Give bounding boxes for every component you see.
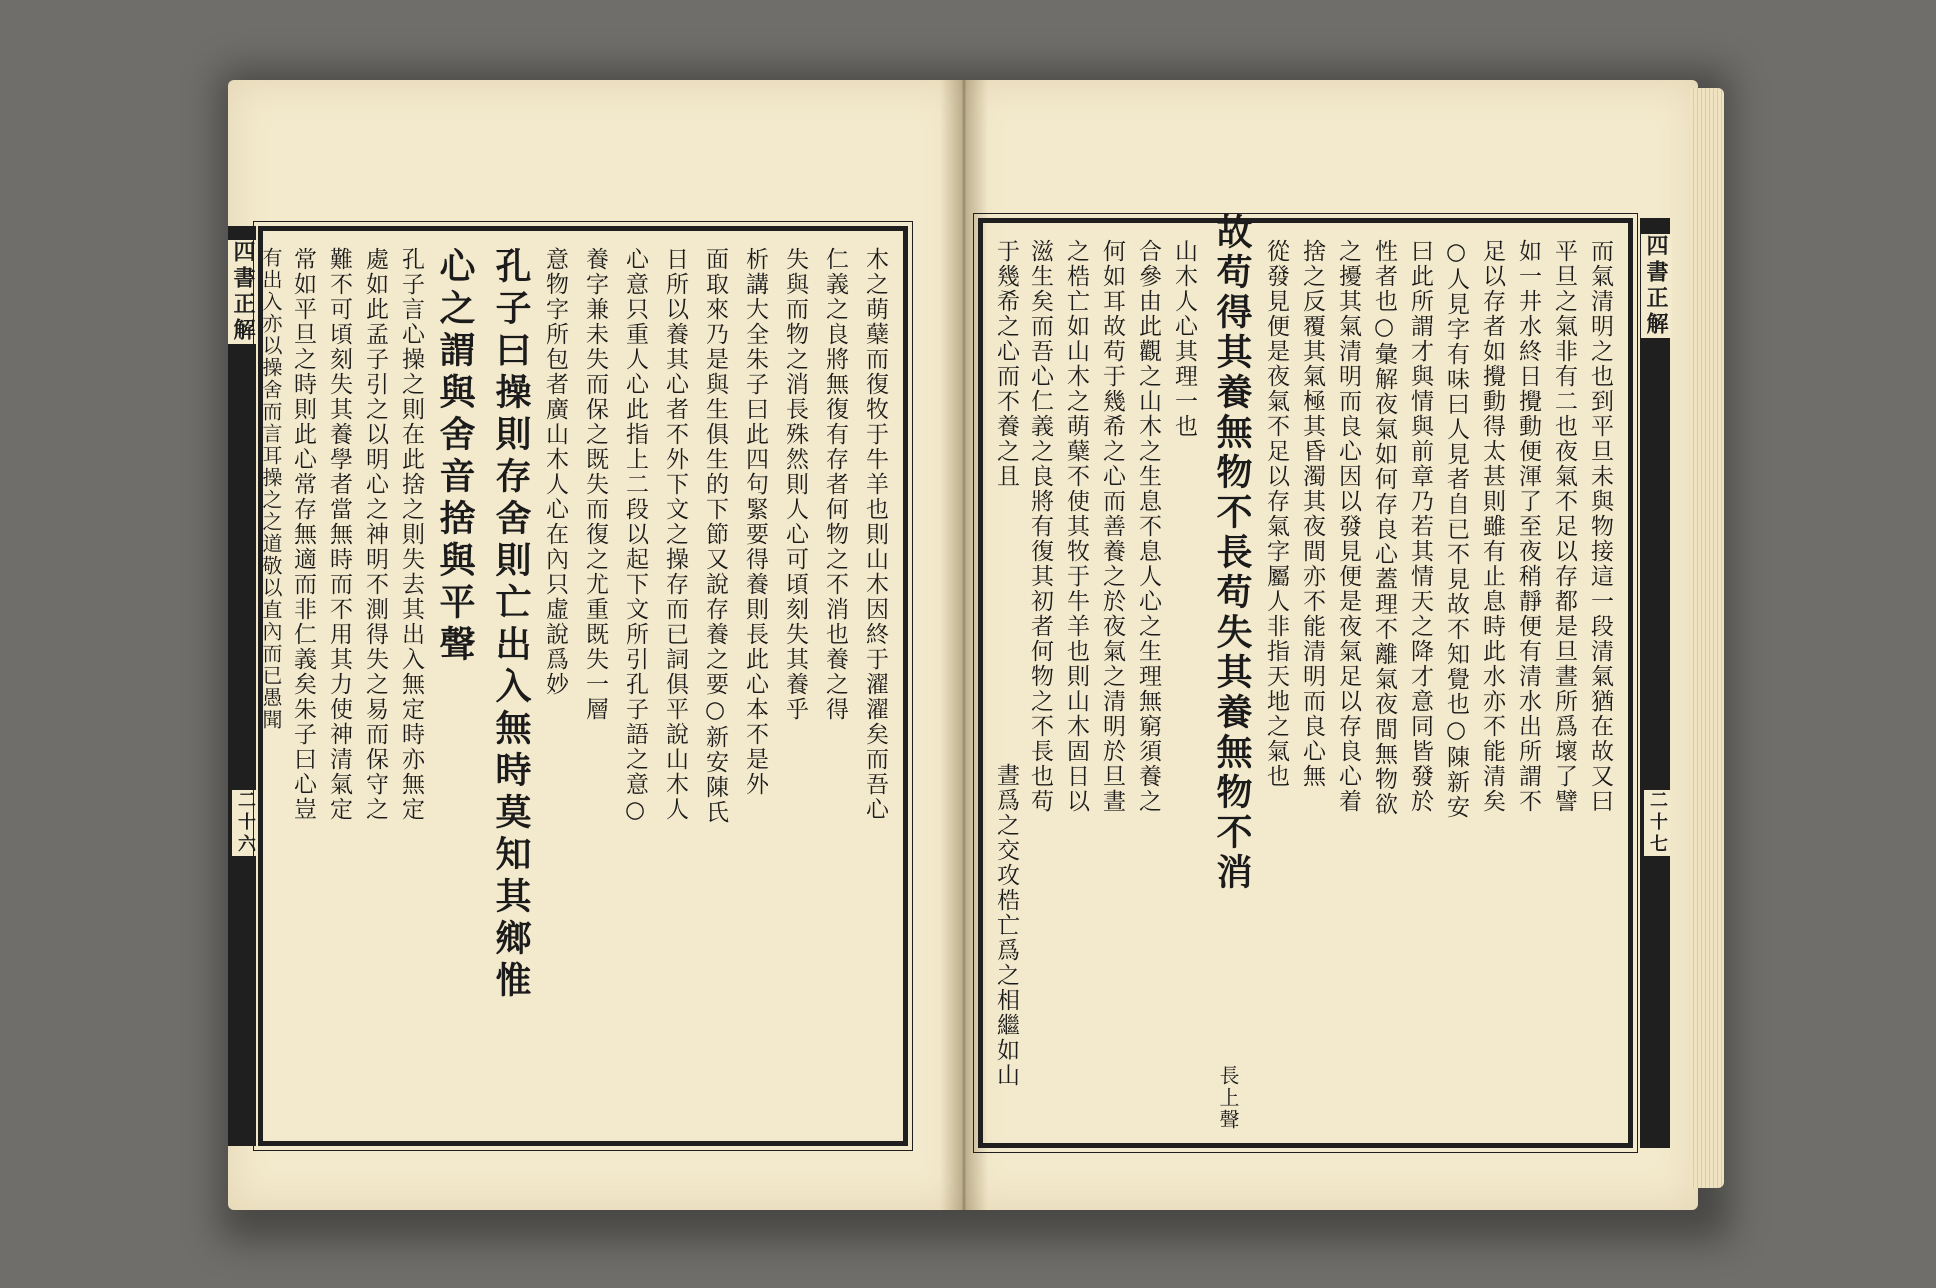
text-column: 平旦之氣非有二也夜氣不足以存都是旦晝所爲壞了譬 <box>1551 239 1577 814</box>
text-column: 析講大全朱子曰此四句緊要得養則長此心本不是外 <box>742 247 768 797</box>
text-column: 合參由此觀之山木之生息不息人心之生理無窮須養之 <box>1135 239 1161 814</box>
text-column: 日所以養其心者不外下文之操存而已詞俱平說山木人 <box>662 247 688 822</box>
right-hanshin-bar <box>1640 218 1670 1148</box>
main-text-column: 孔子曰操則存舍則亡出入無時莫知其鄉惟 <box>490 247 532 1003</box>
text-column: 孔子言心操之則在此捨之則失去其出入無定時亦無定 <box>398 247 424 822</box>
right-text-frame <box>978 213 1633 1148</box>
text-column: 失與而物之消長殊然則人心可頃刻失其養乎 <box>782 247 808 722</box>
text-column: 捨之反覆其氣極其昏濁其夜間亦不能清明而良心無 <box>1299 239 1325 789</box>
main-text-column: 心之謂與舍音捨與平聲 <box>434 247 476 667</box>
text-column: 從發見便是夜氣不足以存氣字屬人非指天地之氣也 <box>1263 239 1289 789</box>
text-column: 何如耳故苟于幾希之心而善養之於夜氣之清明於旦晝 <box>1099 239 1125 814</box>
main-text-column: 故苟得其養無物不長苟失其養無物不消 <box>1211 213 1253 893</box>
left-text-frame <box>258 226 908 1146</box>
text-column: 滋生矣而吾心仁義之良將有復其初者何物之不長也苟 <box>1027 239 1053 814</box>
text-column: 而氣清明之也到平旦未與物接這一段清氣猶在故又曰 <box>1587 239 1613 814</box>
text-column: 仁義之良將無復有存者何物之不消也養之得 <box>822 247 848 722</box>
right-running-title: 四書正解 <box>1641 234 1672 338</box>
text-column: 之擾其氣清明而良心因以發見便是夜氣足以存良心着 <box>1335 239 1361 814</box>
left-folio: 二十六 <box>232 790 258 856</box>
left-hanshin-bar <box>228 226 256 1146</box>
annotation-column: 長上聲 <box>1216 1065 1240 1131</box>
text-column: 難不可頃刻失其養學者當無時而不用其力使神清氣定 <box>326 247 352 822</box>
text-column: 性者也○彙解夜氣如何存良心蓋理不離氣夜間無物欲 <box>1371 239 1397 817</box>
text-column: 木之萌蘖而復牧于牛羊也則山木因終于濯濯矣而吾心 <box>862 247 888 822</box>
right-folio: 二十七 <box>1644 790 1670 856</box>
text-column: ○人見字有味曰人見者自已不見故不知覺也○陳新安 <box>1443 239 1469 820</box>
text-column: 意物字所包者廣山木人心在內只虛說爲妙 <box>542 247 568 697</box>
text-column: 常如平旦之時則此心常存無適而非仁義矣朱子曰心豈 <box>290 247 316 822</box>
text-column: 面取來乃是與生俱生的下節又說存養之要○新安陳氏 <box>702 247 728 825</box>
text-column: 晝爲之交攻梏亡爲之相繼如山 <box>993 763 1019 1088</box>
text-column: 處如此孟子引之以明心之神明不測得失之易而保守之 <box>362 247 388 822</box>
text-column: 養字兼未失而保之既失而復之尤重既失一層 <box>582 247 608 722</box>
text-column: 曰此所謂才與情與前章乃若其情天之降才意同皆發於 <box>1407 239 1433 814</box>
text-column: 于幾希之心而不養之且 <box>993 239 1019 489</box>
text-column: 足以存者如攪動得太甚則雖有止息時此水亦不能清矣 <box>1479 239 1505 814</box>
text-column: 有出入亦以操舍而言耳操之之道敬以直內而已愚聞 <box>259 247 283 731</box>
text-column: 心意只重人心此指上二段以起下文所引孔子語之意○ <box>622 247 648 825</box>
page-edges <box>1690 88 1724 1188</box>
text-column: 如一井水終日攪動便渾了至夜稍靜便有清水出所謂不 <box>1515 239 1541 814</box>
text-column: 山木人心其理一也 <box>1171 239 1197 439</box>
left-running-title: 四書正解 <box>228 240 259 344</box>
text-column: 之梏亡如山木之萌蘖不使其牧于牛羊也則山木固日以 <box>1063 239 1089 814</box>
